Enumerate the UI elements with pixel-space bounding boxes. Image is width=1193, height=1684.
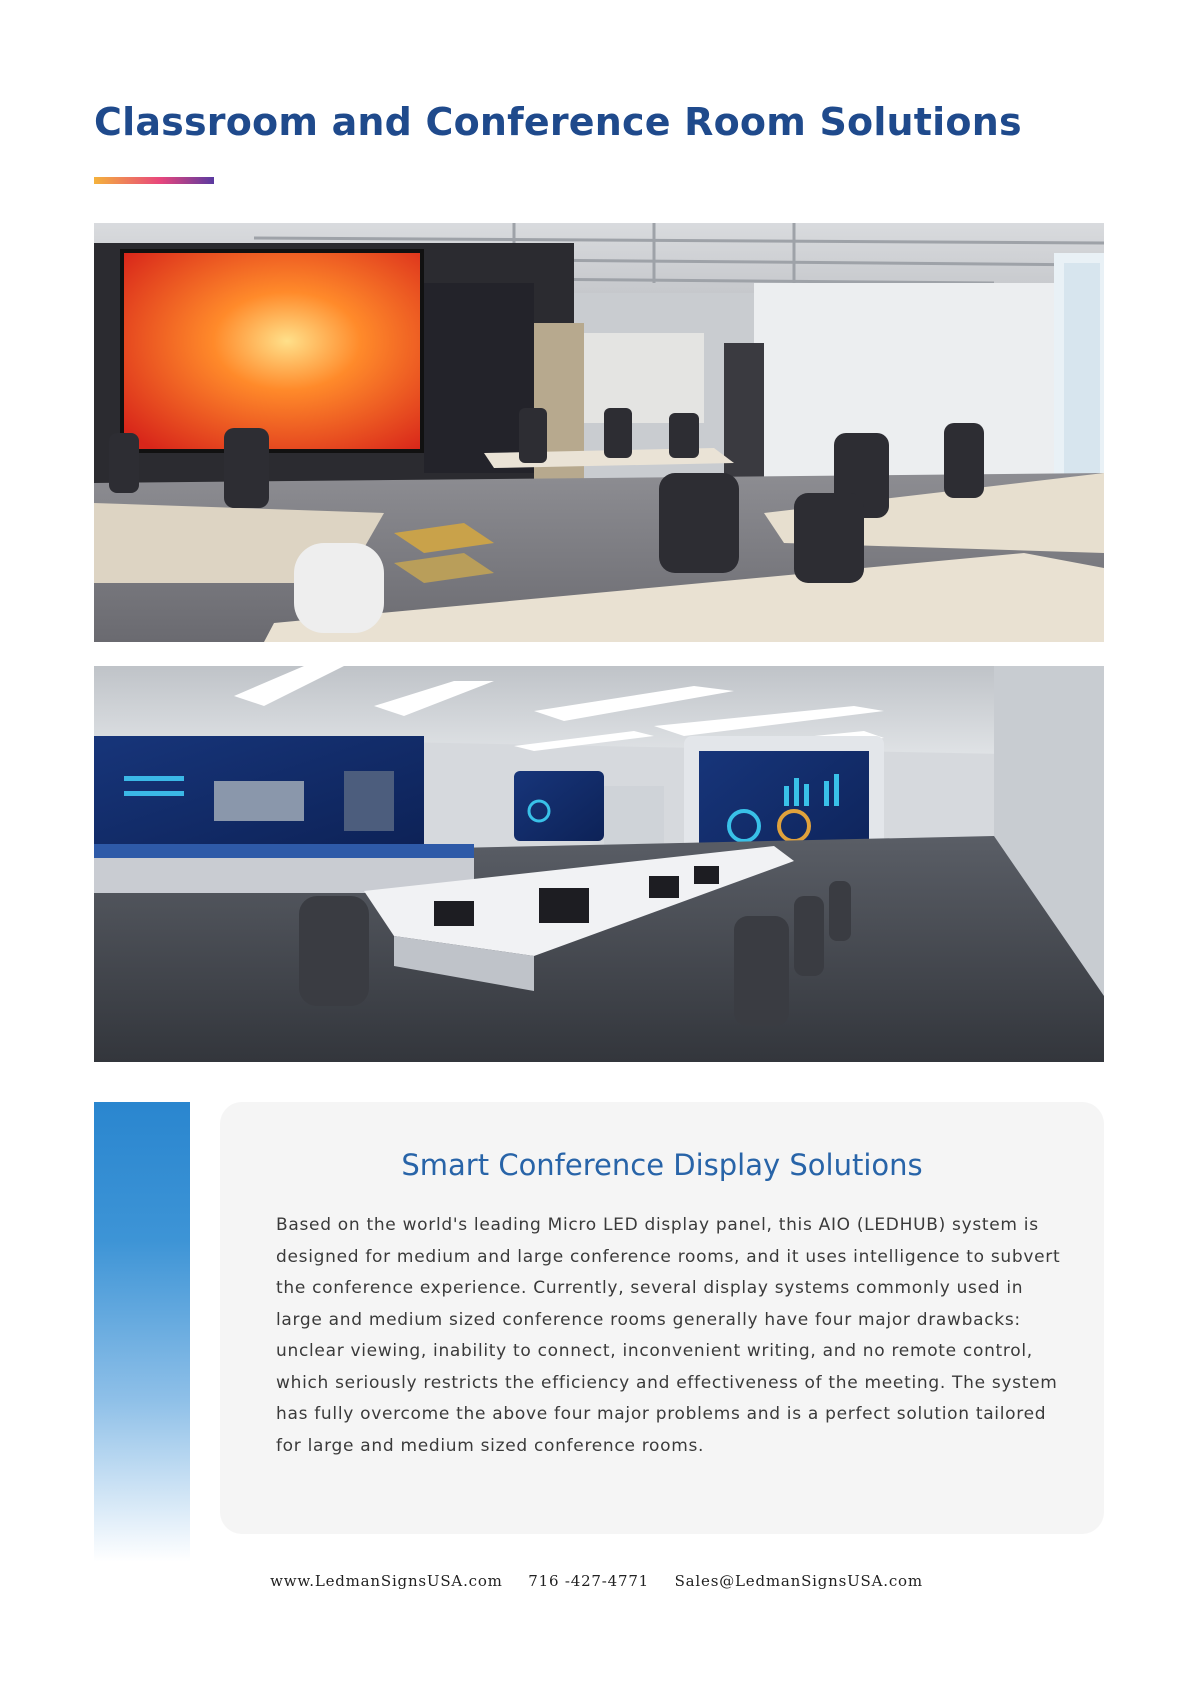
decorative-side-bar [94,1102,190,1562]
info-card [220,1102,1104,1534]
control-room-photo [94,666,1104,1062]
title-accent-bar [94,177,214,184]
footer [0,1572,1193,1590]
page-title: Classroom and Conference Room Solutions [94,100,1022,144]
email-link[interactable]: Sales@LedmanSignsUSA.com [674,1572,923,1590]
phone-number: 716 -427-4771 [528,1572,650,1590]
section-body: Based on the world's leading Micro LED display panel, this AIO (LEDHUB) system is designed for medium and large conference rooms, and it uses intelligence to subvert the conference experience. Currently, several display systems commonly used in large and medium sized conference rooms generally have four major drawbacks: unclear viewing, inability to connect, inconvenient writing, and no remote control, which seriously restricts the efficiency and effectiveness of the meeting. The system has fully overcome the above four major problems and is a perfect solution tailored for large and medium sized conference rooms. [276,1215,1061,1456]
classroom-photo [94,223,1104,642]
section-heading: Smart Conference Display Solutions [401,1148,923,1182]
website-link[interactable]: www.LedmanSignsUSA.com [270,1572,503,1590]
